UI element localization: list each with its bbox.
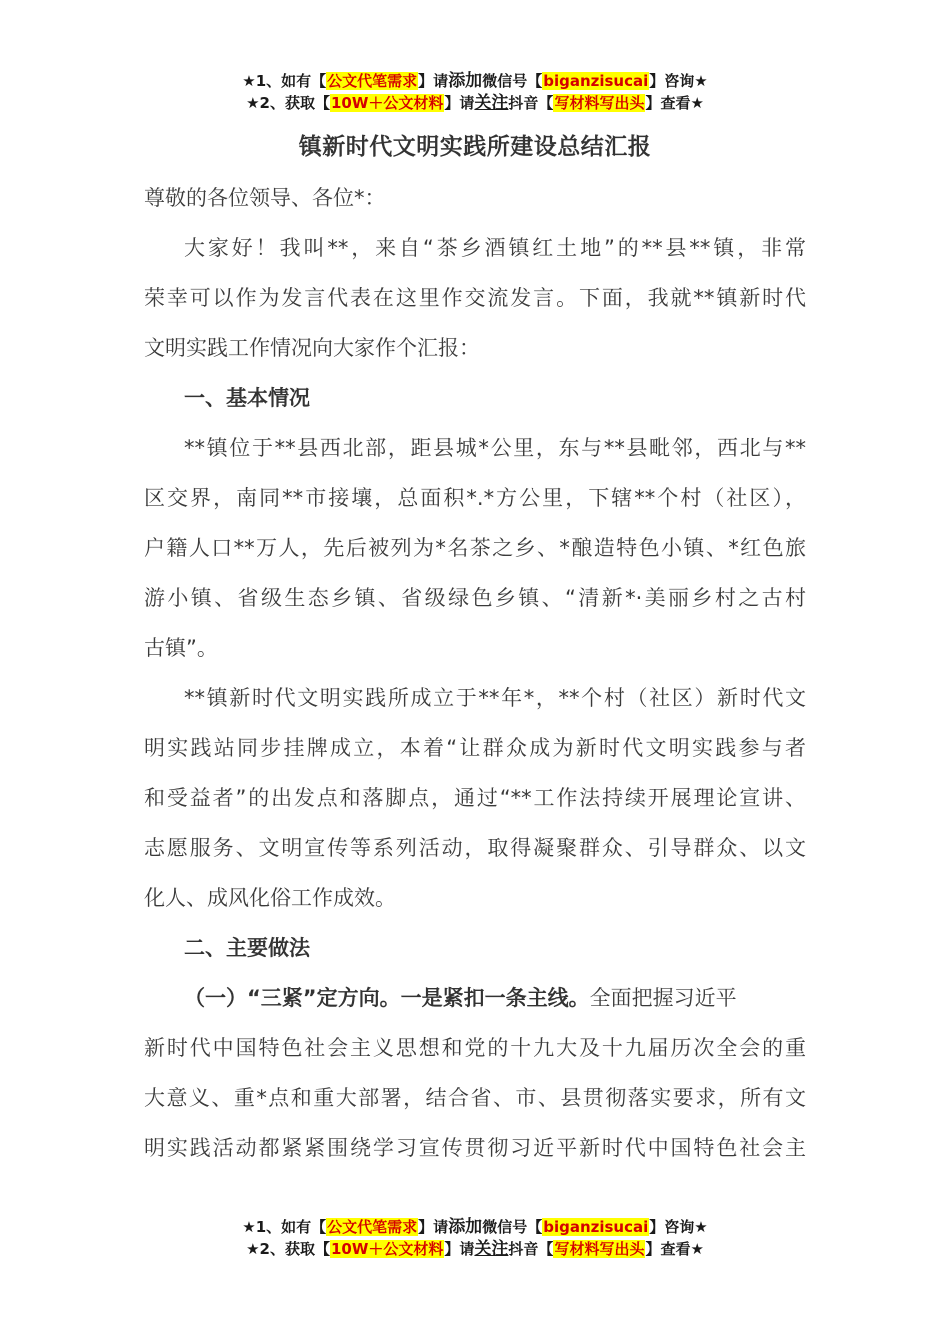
- paragraph-line: 明实践活动都紧紧围绕学习宣传贯彻习近平新时代中国特色社会主: [144, 1136, 806, 1160]
- promo-wechat-id: biganzisucai: [543, 72, 649, 90]
- paragraph-line: 明实践站同步挂牌成立，本着“让群众成为新时代文明实践参与者: [144, 736, 806, 760]
- paragraph-line: 大家好！我叫**，来自“茶乡酒镇红土地”的**县**镇，非常: [184, 236, 806, 260]
- promo-highlight: 公文代笔需求: [327, 72, 418, 90]
- paragraph-line: 大意义、重*点和重大部署，结合省、市、县贯彻落实要求，所有文: [144, 1086, 806, 1110]
- salutation: 尊敬的各位领导、各位*：: [144, 186, 386, 210]
- promo-text: ★1、如有【: [242, 1218, 327, 1236]
- promo-douyin-account: 写材料写出头: [554, 94, 645, 112]
- promo-line-1: [0, 70, 950, 92]
- promo-text: ★2、获取【: [246, 94, 330, 112]
- promo-text: 】咨询★: [649, 1218, 708, 1236]
- promo-line-2: [0, 92, 950, 114]
- subsection-heading: （一）“三紧”定方向。一是紧扣一条主线。: [184, 986, 590, 1010]
- paragraph-line: 户籍人口**万人，先后被列为*名茶之乡、*酿造特色小镇、*红色旅: [144, 536, 806, 560]
- promo-text: 】请: [418, 1218, 449, 1236]
- promo-highlight: 公文代笔需求: [327, 1218, 418, 1236]
- promo-highlight: 10W＋公文材料: [330, 1240, 444, 1258]
- paragraph-line: **镇新时代文明实践所成立于**年*，**个村（社区）新时代文: [184, 686, 806, 710]
- paragraph-line: 区交界，南同**市接壤，总面积*.*方公里，下辖**个村（社区），: [144, 486, 806, 510]
- promo-emphasis: 关注: [474, 93, 509, 113]
- paragraph-line: 文明实践工作情况向大家作个汇报：: [144, 336, 480, 360]
- paragraph-line: **镇位于**县西北部，距县城*公里，东与**县毗邻，西北与**: [184, 436, 806, 460]
- paragraph-line: 新时代中国特色社会主义思想和党的十九大及十九届历次全会的重: [144, 1036, 806, 1060]
- promo-emphasis: 添加: [448, 1217, 483, 1237]
- paragraph-line: 古镇”。: [144, 636, 218, 660]
- paragraph-text: 全面把握习近平: [589, 986, 737, 1010]
- paragraph-line: 游小镇、省级生态乡镇、省级绿色乡镇、“清新*·美丽乡村之古村: [144, 586, 806, 610]
- promo-text: 】请: [444, 1240, 475, 1258]
- promo-text: 】请: [444, 94, 475, 112]
- promo-text: 微信号【: [482, 72, 543, 90]
- promo-emphasis: 关注: [474, 1239, 509, 1259]
- promo-text: 微信号【: [482, 1218, 543, 1236]
- section-heading: 二、主要做法: [184, 936, 310, 960]
- promo-text: ★2、获取【: [246, 1240, 330, 1258]
- promo-text: 】查看★: [645, 94, 704, 112]
- section-heading: 一、基本情况: [184, 386, 310, 410]
- promo-douyin-account: 写材料写出头: [554, 1240, 645, 1258]
- promo-highlight: 10W＋公文材料: [330, 94, 444, 112]
- paragraph-line: [184, 984, 737, 1012]
- promo-wechat-id: biganzisucai: [543, 1218, 649, 1236]
- header-promo-banner: [0, 70, 950, 114]
- footer-promo-banner: [0, 1216, 950, 1260]
- promo-text: ★1、如有【: [242, 72, 327, 90]
- paragraph-line: 志愿服务、文明宣传等系列活动，取得凝聚群众、引导群众、以文: [144, 836, 806, 860]
- promo-text: 】查看★: [645, 1240, 704, 1258]
- promo-text: 】咨询★: [649, 72, 708, 90]
- document-title: 镇新时代文明实践所建设总结汇报: [298, 134, 652, 160]
- promo-line-1: [0, 1216, 950, 1238]
- promo-line-2: [0, 1238, 950, 1260]
- promo-text: 抖音【: [508, 94, 554, 112]
- promo-text: 】请: [418, 72, 449, 90]
- paragraph-line: 化人、成风化俗工作成效。: [144, 886, 396, 910]
- paragraph-line: 和受益者”的出发点和落脚点，通过“**工作法持续开展理论宣讲、: [144, 786, 806, 810]
- promo-text: 抖音【: [508, 1240, 554, 1258]
- promo-emphasis: 添加: [448, 71, 483, 91]
- paragraph-line: 荣幸可以作为发言代表在这里作交流发言。下面，我就**镇新时代: [144, 286, 806, 310]
